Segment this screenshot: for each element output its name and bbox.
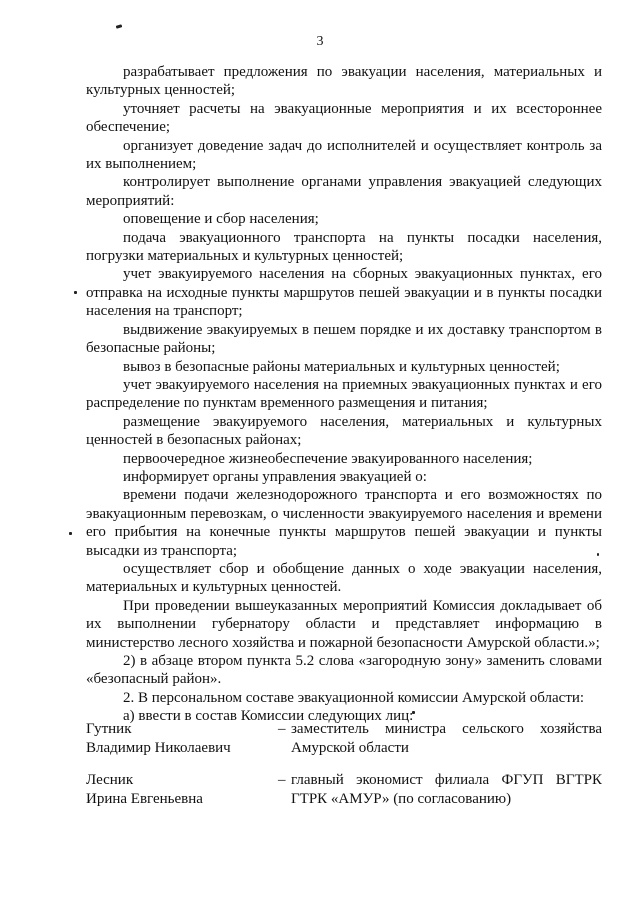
member-surname: Лесник [86,772,134,788]
member-given-names: Владимир Николаевич [86,740,231,756]
document-body [86,63,602,726]
paragraph: учет эвакуируемого населения на сборных эвакуационных пунктах, его отправка на исходные пункты маршрутов пешей эвакуации и в пункты посадки населения на транспорт; [86,266,602,320]
scan-speck [74,291,77,294]
paragraph: 2) в абзаце втором пункта 5.2 слова «загородную зону» заменить словами «безопасный район». [86,653,602,688]
paragraph: а) ввести в состав Комиссии следующих лиц: [123,708,414,725]
paragraph: размещение эвакуируемого населения, материальных и культурных ценностей в безопасных районах; [86,413,602,449]
member-dash: – [278,721,286,737]
member-name [86,720,276,758]
member-name [86,771,276,809]
paragraph: первоочередное жизнеобеспечение эвакуированного населения; [123,450,533,467]
paragraph: 2. В персональном составе эвакуационной комиссии Амурской области: [123,689,585,706]
paragraph: выдвижение эвакуируемых в пешем порядке и их доставку транспортом в безопасные районы; [86,321,602,357]
paragraph: учет эвакуируемого населения на приемных эвакуационных пунктах и его распределение по пунктам временного размещения и питания; [86,376,602,412]
paragraph: разрабатывает предложения по эвакуации населения, материальных и культурных ценностей; [86,64,602,99]
paragraph: уточняет расчеты на эвакуационные мероприятия и их всестороннее обеспечение; [86,100,602,136]
member-position: главный экономист филиала ФГУП ВГТРК ГТРК «АМУР» (по согласованию) [291,772,602,807]
paragraph: времени подачи железнодорожного транспорта и его возможностях по эвакуационным перевозкам, о численности эвакуируемого населения и времени его прибытия на конечные пункты маршрутов пешей эвакуации и пункты высадки из транспорта; [86,487,602,559]
scan-speck [116,24,123,28]
member-position: заместитель министра сельского хозяйства Амурской области [291,721,602,756]
paragraph: подача эвакуационного транспорта на пункты посадки населения, погрузки материальных и культурных ценностей; [86,229,602,265]
paragraph: вывоз в безопасные районы материальных и культурных ценностей; [123,358,560,375]
page-number: 3 [316,34,324,49]
paragraph: оповещение и сбор населения; [123,211,319,228]
member-dash: – [278,772,286,788]
member-surname: Гутник [86,721,132,737]
paragraph: При проведении вышеуказанных мероприятий Комиссия докладывает об их выполнении губернатору области и представляет информацию в министерство лесного хозяйства и пожарной безопасности Амурской области.»; [86,597,602,651]
paragraph: контролирует выполнение органами управления эвакуацией следующих мероприятий: [86,174,602,209]
member-given-names: Ирина Евгеньевна [86,791,203,807]
paragraph: осуществляет сбор и обобщение данных о ходе эвакуации населения, материальных и культурных ценностей. [86,560,602,596]
paragraph: информирует органы управления эвакуацией о: [123,468,427,485]
paragraph: организует доведение задач до исполнителей и осуществляет контроль за их выполнением; [86,137,602,173]
scan-speck [69,532,72,535]
